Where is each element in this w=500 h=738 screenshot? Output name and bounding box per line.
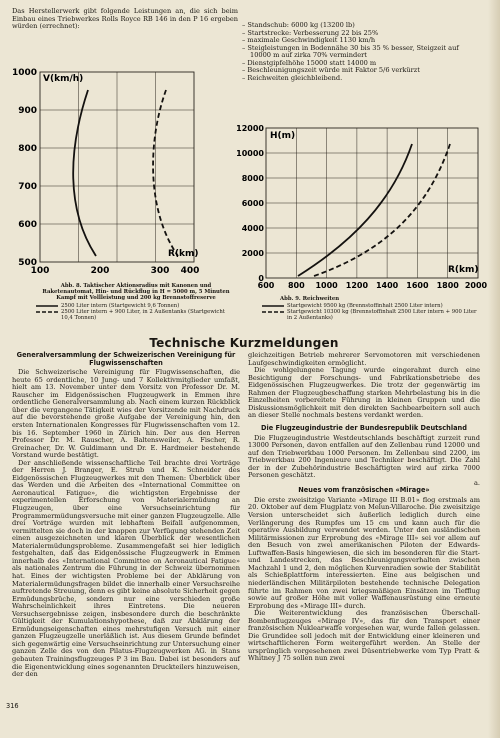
legend-dashed-line (262, 309, 284, 315)
article-paragraph: Die wohlgelungene Tagung wurde eingerahmt durch eine Besichtigung der Forschungs- und Fabrikationsbetriebe des Eidgenössischen Flugzeugwerkes. Die trotz der gegenwärtig im Rahmen der Flugzeugbeschaffung starken Mehrbelastung bis in die Einzelheiten vorbereitete Führung in kleinen Gruppen und die Diskussionsmöglichkeit mit den direkten Sachbearbeitern soll auch an dieser Stelle nochmals bestens verdankt werden. (248, 366, 480, 420)
article-heading: Die Flugzeugindustrie der Bundesrepublik Deutschland (261, 423, 467, 432)
fig9-x-title: R(km) (448, 265, 479, 275)
fig8-y-tick: 800 (18, 144, 37, 154)
spec-item: – Standschub: 6000 kg (13200 lb) (242, 21, 355, 29)
fig9-legend-item (262, 309, 482, 321)
figure-9-graph (236, 122, 488, 290)
curve-internal-fuel (73, 90, 96, 256)
figure-8-caption (36, 283, 236, 322)
fig8-x-tick: 100 (30, 266, 50, 276)
fig9-y-tick: 0 (258, 274, 264, 283)
fig8-y-title: V(km/h) (43, 74, 84, 84)
fig9-x-tick: 1600 (406, 281, 429, 290)
fig8-x-tick: 400 (180, 266, 200, 276)
fig8-legend-label: 2500 Liter intern (Startgewicht 9,6 Tonnen) (61, 303, 180, 310)
article-signature: a. (473, 478, 480, 487)
fig9-y-tick: 10000 (236, 149, 264, 158)
fig8-legend-label: 2500 Liter intern + 900 Liter, in 2 Außentanks (Startgewicht 10,4 Tonnen) (61, 309, 225, 322)
fig9-x-ticks (258, 281, 488, 290)
legend-dashed-line (36, 309, 58, 315)
article-paragraph: Die Flugzeugindustrie Westdeutschlands beschäftigt zurzeit rund 13000 Personen, davon entfallen auf den Zellenbau rund 12000 und auf den Triebwerkbau 1000 Personen. Im Zellenbau sind 2200, im Triebwerkbau 200 Ingenieure und Techniker beschäftigt. Die Zahl der in der Zubehörindustrie Beschäftigten wird auf zirka 7000 Personen geschätzt. (248, 433, 480, 480)
intro-paragraph: Das Herstellerwerk gibt folgende Leistungen an, die sich beim Einbau eines Triebwerkes Rolls Royce RB 146 in den P 16 ergeben würden (errechnet): (12, 7, 238, 31)
spec-item: – Steigleistungen in Bodennähe 30 bis 35 % besser, Steigzeit auf 10000 m auf zirka 70% vermindert (242, 43, 459, 60)
article-paragraph: Der anschließende wissenschaftliche Teil brachte drei Vorträge der Herren J. Branger, E. Strub und K. Schneider des Eidgenössischen Flugzeugwerkes mit den Themen: Überblick über das Werden und die Arbeiten des «International Committee on Aeronautical Fatigue», die wichtigsten Ergebnisse der experimentellen Erforschung von Materialermüdung an Flugzeugen, über eine Versuchseinrichtung für Programmermüdungsversuche mit einer ganzen Flugzeugzelle. Alle drei Vorträge wurden mit lebhaftem Beifall aufgenommen, vermittelten sie doch in der knappen zur Verfügung stehenden Zeit einen ausgezeichneten und klaren Überblick der wesentlichen Materialermüdungsprobleme. Zusammengefaßt sei hier lediglich festgehalten, daß das Eidgenössische Flugzeugwerk in Emmen innerhalb des «International Committee on Aeronautical Fatigue» als nationales Zentrum die Führung in der Schweiz übernommen hat. Eines der wichtigsten Probleme bei der Abklärung von Materialermüdungsfragen bildet die innerhalb einer Versuchsreihe auftretende Streuung, denn es gibt keine absolute Sicherheit gegen Ermüdungsbrüche, sondern nur eine verschieden große Wahrscheinlichkeit ihres Eintretens. Die neueren Versuchsergebnisse zeigen, insbesondere durch die beschränkte Gültigkeit der Kumulationshypothese, daß zur Abklärung der Ermüdungseigenschaften eines mehrstufigen Versuch mit einer ganzen Flugzeugzelle unerläßlich ist. Aus diesem Grunde befindet sich gegenwärtig eine Versuchseinrichtung zur Untersuchung einer ganzen Zelle des von den Pilatus-Flugzeugwerken AG. in Stans gebauten Trainingsflugzeuges P 3 im Bau. Dabei ist besonders auf die Eigenentwicklung eines sogenannten Druckteilers hinzuweisen, der den (12, 458, 240, 679)
fig9-x-tick: 1200 (345, 281, 369, 290)
fig8-caption-title: Abb. 8. Taktischer Aktionsradius mit Kanonen und Raketenautomat, Hin- und Rückflug in H = 5000 m, 5 Minuten Kampf mit Vollleistung und 200 kg Brennstoffreserve (42, 283, 230, 302)
spec-list (242, 22, 480, 82)
figure-8-graph (8, 60, 238, 282)
right-column (248, 352, 480, 727)
curve-external-tanks (153, 90, 178, 256)
fig9-x-tick: 1000 (315, 281, 338, 290)
curve-10300kg (314, 144, 450, 276)
fig8-x-title: R(km) (168, 249, 199, 259)
fig8-x-tick: 300 (150, 266, 170, 276)
figure-9 (236, 122, 488, 290)
section-title: Technische Kurzmeldungen (149, 336, 339, 350)
spec-item: – Reichweiten gleichbleibend. (242, 73, 343, 82)
spec-item: – Startstrecke: Verbesserung 22 bis 25% (242, 28, 379, 37)
fig8-y-tick: 500 (18, 258, 37, 268)
fig9-y-tick: 6000 (241, 199, 264, 208)
article-paragraph: Die erste zweisitzige Variante «Mirage III B.01» flog erstmals am 20. Oktober auf dem Flugplatz von Melun-Villaroche. Die zweisitzige Version unterscheidet sich äußerlich lediglich durch eine Verlängerung des Rumpfes um 15 cm und kann auch für die operative Ausbildung verwendet werden. Unter den ausländischen Militärmissionen zur Erprobung des «Mirage III» sei vor allem auf den Besuch von zwei amerikanischen Piloten der Edwards-Luftwaffen-Basis hingewiesen, die sich im besonderen für die Start- und Landestrecken, das Beschleunigungsverhalten zwischen Machzahl 1 und 2, den möglichen Kurvenradien sowie der Stabilität als Schießplattform interessierten. Eine aus belgischen und niederländischen Militärpiloten bestehende technische Delegation führte im Rahmen von zwei kriegsmäßigen Einsätzen im Tiefflug sowie auf großer Höhe mit voller Waffenausrüstung eine erneute Erprobung des «Mirage III» durch. (248, 495, 480, 610)
article-heading: Neues vom französischen «Mirage» (298, 486, 430, 495)
figure-9-grid (266, 128, 478, 278)
fig9-y-tick: 4000 (241, 224, 264, 233)
fig8-x-ticks (31, 266, 200, 276)
article-paragraph: Die Schweizerische Vereinigung für Flugwissenschaften, die heute 65 ordentliche, 10 Jung- und 7 Kollektivmitglieder umfaßt, hielt am 13. November unter dem Vorsitz von Professor Dr. M. Rauscher im Eidgenössischen Flugzeugwerk in Emmen ihre ordentliche Generalversammlung ab. Nach einem kurzen Rückblick über die vergangene Tätigkeit wies der Vorsitzende mit Nachdruck auf die bevorstehende große Aufgabe der Vereinigung hin, den ersten Internationalen Kongresses für Flugwissenschaften vom 12. bis 16. September 1960 in Zürich hin. Der aus den Herren Professor Dr. M. Rauscher, A. Baltensweiler, A. Fischer, R. Greinacher, Dr. W. Guldimann und Dr. E. Hardmeier bestehende Vorstand wurde bestätigt. (12, 368, 240, 460)
spec-item: – maximale Geschwindigkeit 1130 km/h (242, 36, 376, 45)
article-paragraph: gleichzeitigen Betrieb mehrerer Servomotoren mit verschiedenen Laufgeschwindigkeiten ermöglicht. (248, 351, 480, 367)
intro-block (12, 8, 238, 31)
spec-item: – Dienstgipfelhöhe 15000 statt 14000 m (242, 58, 377, 67)
left-column (12, 352, 240, 697)
figure-9-caption (262, 296, 482, 321)
fig8-legend-item (36, 309, 236, 321)
fig9-y-tick: 12000 (236, 124, 264, 133)
legend-solid-line (36, 303, 58, 309)
fig9-x-tick: 1800 (436, 281, 459, 290)
fig8-x-tick: 200 (90, 266, 110, 276)
legend-solid-line (262, 303, 284, 309)
fig8-y-ticks (12, 68, 37, 268)
page-number: 316 (6, 702, 19, 710)
fig9-legend-label: Startgewicht 9500 kg (Brennstoffinhalt 2500 Liter intern) (287, 303, 443, 310)
figure-8-grid (40, 72, 194, 262)
fig9-legend-label: Startgewicht 10300 kg (Brennstoffinhalt 2500 Liter intern + 900 Liter in 2 Außentanks) (287, 309, 477, 322)
fig9-y-title: H(m) (270, 131, 296, 141)
fig8-y-tick: 700 (18, 182, 37, 192)
curve-9500kg (298, 144, 412, 276)
spec-item: – Beschleunigungszeit würde mit Faktor 5/6 verkürzt (242, 66, 420, 75)
article-heading: Generalversammlung der Schweizerischen Vereinigung für Flugwissenschaften (16, 351, 236, 367)
figure-8 (8, 60, 238, 282)
article-paragraph: Die Weiterentwicklung des französischen Überschall-Bombenflugzeuges «Mirage IV», das für den Transport einer französischen Nuklearwaffe vorgesehen war, wurde fallen gelassen. Die Grundidee soll jedoch mit der Entwicklung einer kleineren und wirtschaftlicheren Form weitergeführt werden. An Stelle der ursprünglich vorgesehenen zwei Düsentriebwerke vom Typ Pratt & Whitney J 75 sollen nun zwei (248, 609, 480, 663)
fig9-x-tick: 2000 (464, 281, 488, 290)
fig9-caption-title: Abb. 9. Reichweiten (280, 296, 340, 302)
fig9-y-ticks (236, 124, 264, 283)
fig9-y-tick: 2000 (241, 249, 264, 258)
fig8-y-tick: 900 (18, 106, 37, 116)
fig9-x-tick: 600 (257, 281, 275, 290)
fig9-x-tick: 1400 (375, 281, 399, 290)
page-fold-shadow (488, 0, 500, 738)
fig8-y-tick: 1000 (11, 68, 37, 78)
fig9-y-tick: 8000 (241, 174, 264, 183)
fig9-x-tick: 800 (287, 281, 305, 290)
fig8-y-tick: 600 (18, 220, 37, 230)
